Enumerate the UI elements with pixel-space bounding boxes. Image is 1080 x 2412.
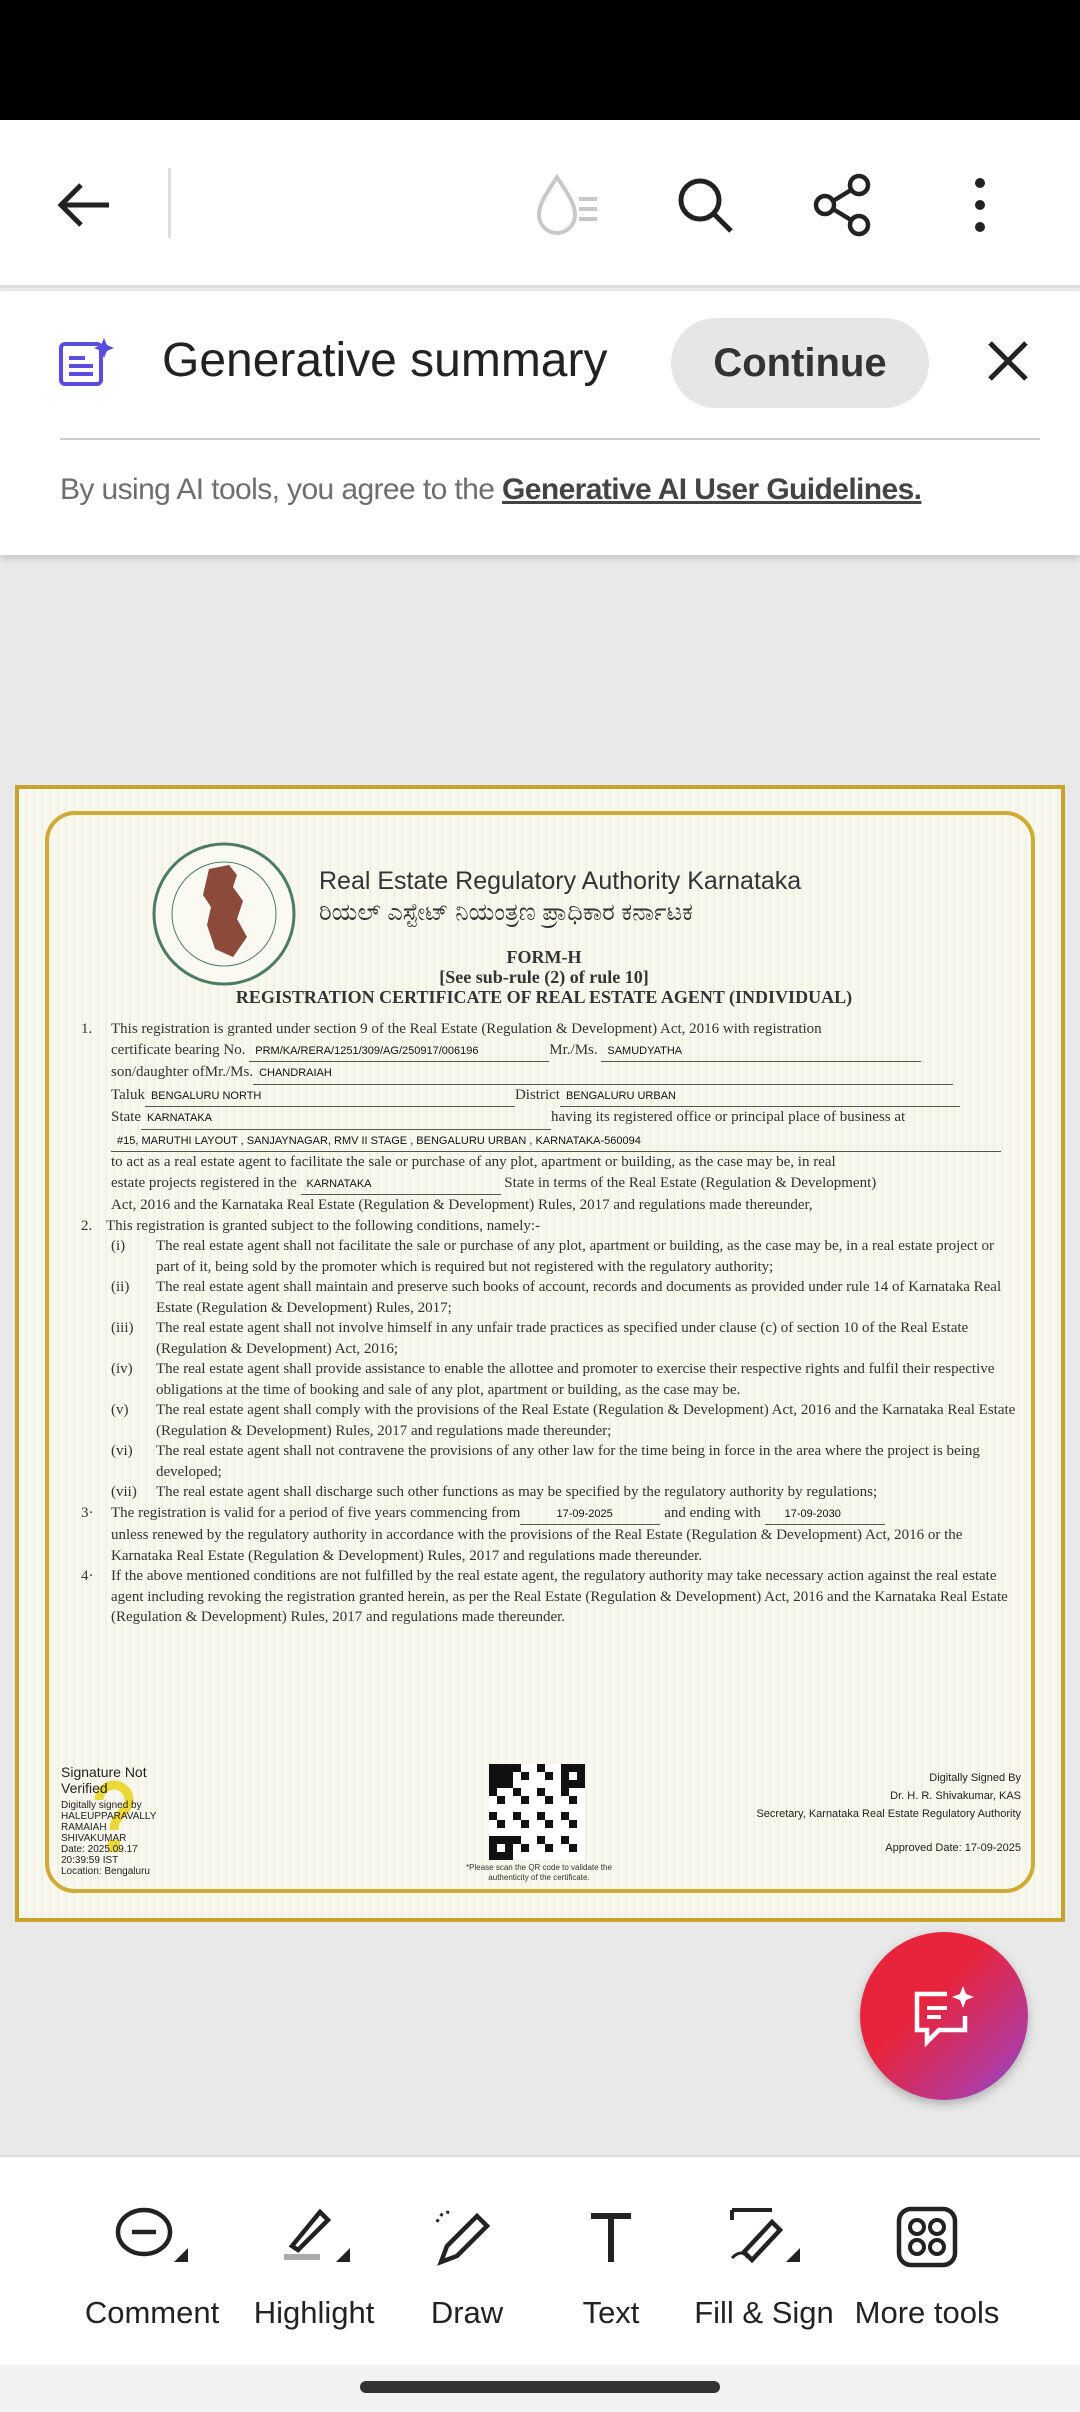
condition-text: The real estate agent shall comply with the provisions of the Real Estate (Regulation & Development) Act, 2016 and the Karnataka Real Estate (Regulation & Development) Rules, 2017 and regulations made thereunder;	[156, 1402, 1016, 1439]
approved-date: Approved Date: 17-09-2025	[885, 1842, 1021, 1854]
condition-item	[111, 1359, 1021, 1400]
authority-name-kn: ರಿಯಲ್ ಎಸ್ಟೇಟ್ ನಿಯಂತ್ರಣ ಪ್ರಾಧಿಕಾರ ಕರ್ನಾಟಕ	[319, 899, 693, 926]
condition-number: (vii)	[111, 1484, 137, 1500]
label: State	[111, 1109, 141, 1125]
divider	[60, 438, 1040, 440]
label: estate projects registered in the	[111, 1174, 297, 1191]
status-bar	[0, 0, 1080, 120]
top-toolbar	[0, 120, 1080, 288]
generative-summary-title: Generative summary	[162, 334, 608, 387]
condition-text: The real estate agent shall not contravene the provisions of any other law for the time being in force in the area where the project is being developed;	[156, 1443, 980, 1480]
ai-guidelines-link[interactable]: Generative AI User Guidelines.	[502, 473, 922, 506]
label: and ending with	[664, 1504, 761, 1521]
label: District	[514, 1086, 560, 1103]
search-button[interactable]	[670, 170, 740, 240]
clause-text: This registration is granted subject to the following conditions, namely:-	[106, 1217, 541, 1234]
condition-number: (ii)	[111, 1279, 130, 1295]
signed-by-label: Digitally Signed By	[929, 1772, 1021, 1784]
signer-block	[756, 1769, 1021, 1857]
clause-number: 3·	[81, 1504, 94, 1521]
tool-draw[interactable]	[387, 2197, 547, 2331]
registration-number: PRM/KA/RERA/1251/309/AG/250917/006196	[249, 1041, 549, 1063]
clause-number: 4·	[81, 1568, 94, 1584]
bottom-tools-bar	[0, 2155, 1080, 2365]
clause-number: 1.	[81, 1021, 93, 1037]
draw-icon	[387, 2197, 547, 2277]
signature-line: Digitally signed by	[61, 1800, 142, 1811]
qr-note: *Please scan the QR code to validate the authenticity of the certificate.	[466, 1863, 612, 1882]
business-address: #15, MARUTHI LAYOUT , SANJAYNAGAR, RMV II STAGE , BENGALURU URBAN , KARNATAKA-560094	[111, 1131, 1001, 1153]
taluk-value: BENGALURU NORTH	[145, 1086, 515, 1108]
generative-summary-banner	[0, 291, 1080, 555]
more-vertical-icon	[970, 175, 990, 235]
condition-number: (iv)	[111, 1361, 133, 1377]
signature-line: SHIVAKUMAR	[61, 1833, 127, 1844]
ai-chat-sparkle-icon	[909, 1984, 979, 2048]
signer-name: Dr. H. R. Shivakumar, KAS	[890, 1790, 1021, 1802]
highlight-icon	[234, 2197, 394, 2277]
close-banner-button[interactable]	[980, 333, 1036, 389]
certificate-page[interactable]	[15, 785, 1065, 1922]
signature-line: Location: Bengaluru	[61, 1866, 150, 1877]
tool-label: Comment	[84, 2295, 220, 2330]
search-icon	[675, 175, 735, 235]
form-title: FORM-H	[506, 947, 582, 967]
ai-guidelines-notice	[60, 473, 921, 507]
state-value: KARNATAKA	[141, 1108, 551, 1130]
home-handle[interactable]	[360, 2381, 720, 2393]
agent-name: SAMUDYATHA	[601, 1041, 921, 1063]
certificate-heading: REGISTRATION CERTIFICATE OF REAL ESTATE AGENT (INDIVIDUAL)	[235, 987, 853, 1007]
condition-item	[111, 1441, 1021, 1482]
clause-text: unless renewed by the regulatory authority in accordance with the provisions of the Real Estate (Regulation & Development) Act, 2016 or the Karnataka Real Estate (Regulation & Development) Rules, 2017 and regulations made thereunder.	[111, 1527, 963, 1564]
label: son/daughter ofMr./Ms.	[111, 1064, 254, 1080]
tool-comment[interactable]	[72, 2197, 232, 2331]
tool-text[interactable]	[531, 2197, 691, 2331]
share-icon	[811, 173, 875, 237]
conditions-list	[81, 1236, 1021, 1503]
signature-block	[61, 1764, 191, 1877]
condition-text: The real estate agent shall provide assistance to enable the allottee and promoter to exercise their respective rights and fulfil their respective obligations at the time of booking and sale of any plot, apartment or building, as the case may be.	[156, 1361, 995, 1398]
label: certificate bearing No.	[111, 1041, 246, 1058]
fill-sign-icon	[684, 2197, 844, 2277]
signature-line: HALEUPPARAVALLY	[61, 1811, 157, 1822]
comment-icon	[72, 2197, 232, 2277]
condition-number: (vi)	[111, 1443, 133, 1459]
condition-text: The real estate agent shall maintain and preserve such books of account, records and documents as provided under rule 14 of Karnataka Real Estate (Regulation & Development) Rules, 2017;	[156, 1279, 1002, 1316]
tool-more-tools[interactable]	[847, 2197, 1007, 2331]
project-state: KARNATAKA	[301, 1174, 501, 1196]
condition-item	[111, 1482, 1021, 1503]
condition-text: The real estate agent shall not involve himself in any unfair trade practices as specified under clause (c) of section 10 of the Real Estate (Regulation & Development) Act, 2016;	[156, 1320, 969, 1357]
clause-text: Act, 2016 and the Karnataka Real Estate (Regulation & Development) Rules, 2017 and regulations made thereunder,	[111, 1197, 813, 1213]
divider	[168, 168, 171, 238]
clause-text: to act as a real estate agent to facilitate the sale or purchase of any plot, apartment or building, as the case may be, in real	[111, 1154, 836, 1170]
qr-code[interactable]	[489, 1764, 585, 1860]
certificate-body	[81, 1019, 1021, 1628]
continue-button[interactable]: Continue	[671, 318, 929, 408]
tool-fill-sign[interactable]	[684, 2197, 844, 2331]
close-icon	[980, 333, 1036, 389]
condition-item	[111, 1236, 1021, 1277]
liquid-mode-icon	[533, 173, 603, 237]
text-icon	[531, 2197, 691, 2277]
condition-number: (v)	[111, 1402, 129, 1418]
valid-to-date: 17-09-2030	[765, 1504, 885, 1526]
signature-line: Date: 2025.09.17	[61, 1844, 138, 1855]
clause-number: 2.	[81, 1217, 93, 1234]
signature-details	[61, 1800, 191, 1877]
clause-text: If the above mentioned conditions are not fulfilled by the real estate agent, the regulatory authority may take necessary action against the real estate agent including revoking the registration granted herein, as per the Real Estate (Regulation & Development) Act, 2016 and the Karnataka Real Estate (Regulation & Development) Rules, 2017 and regulations made thereunder.	[111, 1568, 1008, 1625]
more-tools-icon	[847, 2197, 1007, 2277]
condition-item	[111, 1400, 1021, 1441]
tool-label: More tools	[854, 2295, 1000, 2330]
tool-label: Draw	[430, 2295, 504, 2330]
share-button[interactable]	[808, 170, 878, 240]
clause-text: This registration is granted under section 9 of the Real Estate (Regulation & Development) Act, 2016 with registration	[111, 1021, 822, 1037]
ai-summary-icon	[58, 336, 114, 388]
tool-label: Text	[582, 2295, 640, 2330]
condition-text: The real estate agent shall discharge such other functions as may be specified by the regulatory authority by regulations;	[156, 1484, 878, 1500]
label: The registration is valid for a period of five years commencing from	[111, 1504, 521, 1521]
tool-label: Highlight	[253, 2295, 375, 2330]
signer-title: Secretary, Karnataka Real Estate Regulatory Authority	[756, 1808, 1021, 1820]
condition-item	[111, 1277, 1021, 1318]
signature-line: RAMAIAH	[61, 1822, 107, 1833]
label: Mr./Ms.	[549, 1041, 598, 1058]
valid-from-date: 17-09-2025	[520, 1504, 660, 1526]
condition-text: The real estate agent shall not facilitate the sale or purchase of any plot, apartment or building, as the case may be, in a real estate project or part of it, being sold by the promoter which is required but not registered with the regulatory authority;	[156, 1238, 994, 1275]
signature-line: 20:39:59 IST	[61, 1855, 119, 1866]
back-arrow-icon	[53, 180, 113, 230]
more-options-button[interactable]	[945, 170, 1015, 240]
tool-label: Fill & Sign	[694, 2295, 834, 2330]
condition-item	[111, 1318, 1021, 1359]
label: having its registered office or principal place of business at	[551, 1109, 906, 1125]
signature-status: Signature Not Verified	[61, 1764, 147, 1796]
condition-number: (iii)	[111, 1320, 134, 1336]
guidelines-prefix: By using AI tools, you agree to the	[60, 473, 503, 506]
rule-reference: [See sub-rule (2) of rule 10]	[439, 967, 649, 987]
ai-assistant-button[interactable]	[860, 1932, 1028, 2100]
condition-number: (i)	[111, 1238, 126, 1254]
label: State in terms of the Real Estate (Regulation & Development)	[504, 1174, 877, 1191]
navigation-bar	[0, 2365, 1080, 2412]
back-button[interactable]	[48, 170, 118, 240]
liquid-mode-button[interactable]	[533, 170, 603, 240]
district-value: BENGALURU URBAN	[560, 1086, 960, 1108]
parent-name: CHANDRAIAH	[253, 1063, 953, 1085]
tool-highlight[interactable]	[234, 2197, 394, 2331]
authority-name-en: Real Estate Regulatory Authority Karnataka	[319, 867, 802, 895]
label: Taluk	[111, 1086, 145, 1103]
